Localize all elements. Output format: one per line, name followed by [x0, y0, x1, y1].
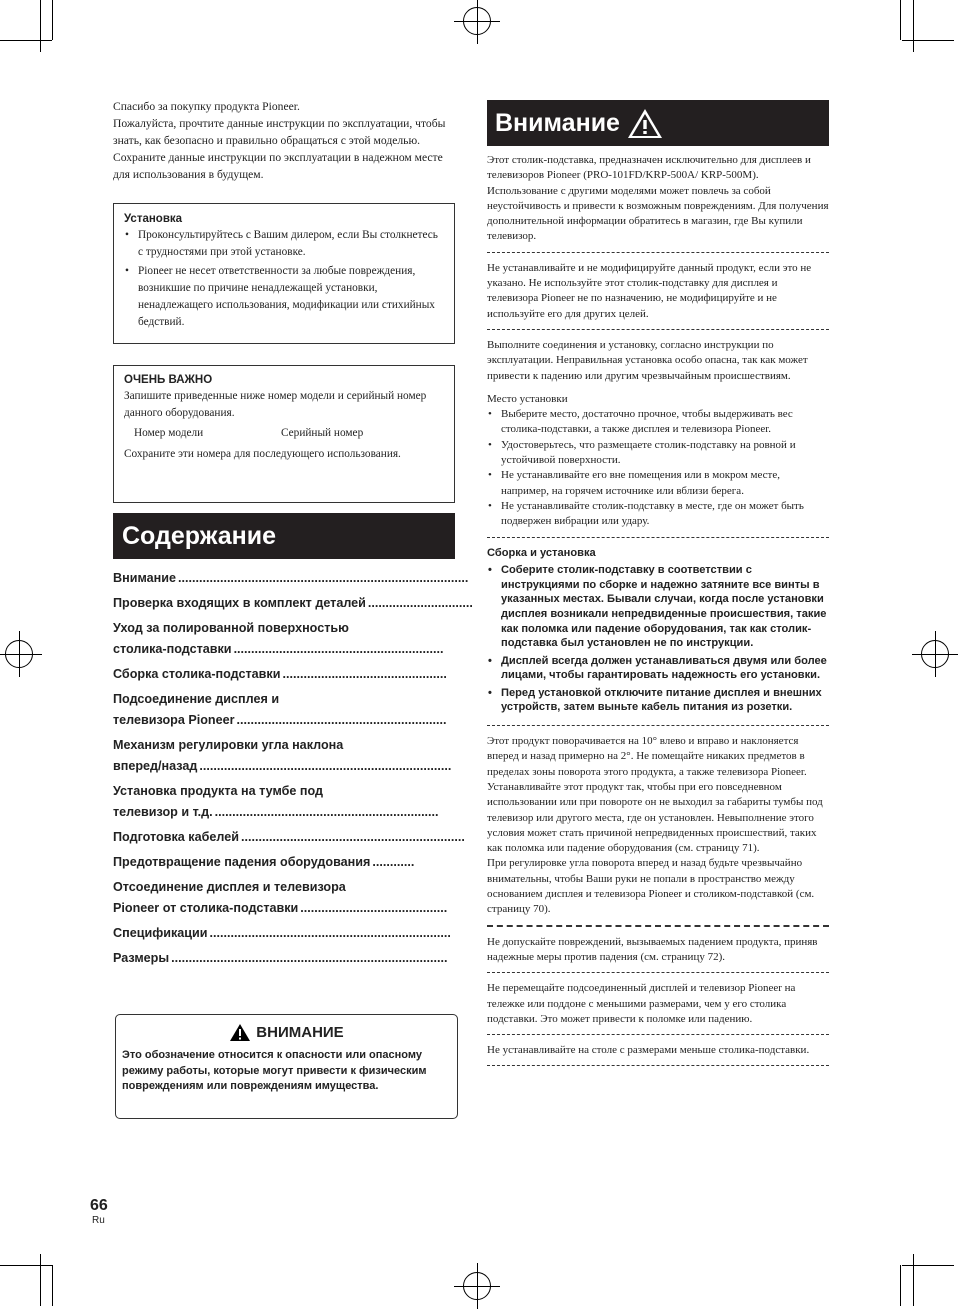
paragraph: Не устанавливайте и не модифицируйте данный продукт, если это не указано. Не используйте этот столик-подставку для дисплея и телевизора Pioneer не по назначению, не модифицируйте и не используйте его для других целей.: [487, 261, 812, 320]
toc-item-label: Предотвращение падения оборудования: [113, 855, 371, 869]
paragraph: Этот столик-подставка, предназначен исключительно для дисплеев и телевизоров Pioneer (PRO-101FD/KRP-500A/ KRP-500M). Использование с другими моделями может повлечь за собой неустойчивость и привести к возможным повреждениям. Для получения дополнительной информации обратитесь в магазин, где Вы купили телевизор.: [487, 154, 829, 243]
list-item: • Удостоверьтесь, что размещаете столик-подставку на ровной и устойчивой поверхности.: [487, 438, 829, 469]
intro-text: [113, 98, 458, 183]
toc-item[interactable]: [113, 852, 434, 873]
toc-leader-dots: ........................................................................: [199, 759, 452, 773]
toc-leader-dots: ..........................................: [300, 901, 448, 915]
toc-leader-dots: .....................................................................: [209, 926, 451, 940]
table-of-contents: [113, 568, 473, 973]
toc-item-label: Спецификации: [113, 926, 208, 940]
toc-leader-dots: ............................................................: [233, 642, 444, 656]
crop-mark: [902, 40, 954, 41]
warning-section: [487, 153, 829, 253]
toc-leader-dots: ...............................................: [282, 667, 447, 681]
registration-mark: [463, 7, 491, 35]
assembly-title: Сборка и установка: [487, 546, 596, 559]
toc-item[interactable]: [113, 710, 447, 731]
installation-title: Установка: [124, 213, 183, 225]
toc-leader-dots: ................................................................: [240, 830, 465, 844]
paragraph: Выполните соединения и установку, согласно инструкции по эксплуатации. Неправильная установка особо опасна, так как может привести к падению или другим чрезвычайным происшествиям.: [487, 338, 808, 382]
serial-label: Серийный номер: [281, 427, 364, 439]
intro-line: Пожалуйста, прочтите данные инструкции по эксплуатации, чтобы знать, как безопасно и правильно обращаться с этой моделью. Сохраните данные инструкции по эксплуатации в надежном месте для использования в будущем.: [113, 117, 446, 181]
crop-mark: [913, 0, 914, 52]
important-title: ОЧЕНЬ ВАЖНО: [124, 374, 213, 386]
crop-mark: [40, 1254, 41, 1306]
paragraph: Этот продукт поворачивается на 10° влево и вправо и наклоняется вперед и назад примерно на 2°. Не помещайте никаких предметов в пределах зоны поворота этого продукта, а также телевизора Pioneer. Устанавливайте этот продукт так, чтобы при его повседневном использовании или при повороте он не выходил за габариты тумбы под телевизор или другого места, где он установлен. Невыполнение этого условия может стать причиной непредвиденных происшествий, таких как поломка или падение оборудования (см. страницу 71).: [487, 735, 823, 855]
warning-content: [487, 153, 829, 1074]
caution-text: Это обозначение относится к опасности или опасному режиму работы, которые могут привести к физическим повреждениям или повреждениям имущества.: [122, 1049, 427, 1092]
toc-item[interactable]: [113, 639, 444, 660]
caution-title: ВНИМАНИЕ: [256, 1024, 344, 1041]
warning-title-bar: [487, 100, 829, 146]
important-note: Сохраните эти номера для последующего использования.: [124, 448, 401, 460]
list-item: • Перед установкой отключите питание дисплея и внешних устройств, затем выньте кабель питания из розетки.: [487, 686, 829, 715]
toc-item-line[interactable]: Отсоединение дисплея и телевизора: [113, 880, 346, 894]
toc-item[interactable]: [113, 593, 473, 614]
crop-mark: [0, 40, 52, 41]
toc-item[interactable]: [113, 827, 465, 848]
toc-item-label: вперед/назад: [113, 759, 198, 773]
toc-item[interactable]: [113, 756, 452, 777]
toc-item-label: Внимание: [113, 571, 176, 585]
crop-mark: [902, 1265, 954, 1266]
crop-mark: [52, 1265, 53, 1306]
toc-item-label: телевизор и т.д.: [113, 805, 213, 819]
important-text: Запишите приведенные ниже номер модели и серийный номер данного оборудования.: [124, 390, 427, 419]
crop-mark: [913, 1254, 914, 1306]
warning-section: [487, 734, 829, 927]
paragraph: При регулировке угла поворота вперед и назад будьте чрезвычайно внимательны, чтобы Ваши руки не попали в пространство между основанием дисплея и телевизора Pioneer и столиком-подставкой (см. страницу 70).: [487, 857, 815, 916]
registration-mark: [5, 640, 33, 668]
toc-item-line[interactable]: Уход за полированной поверхностью: [113, 621, 349, 635]
list-item: • Pioneer не несет ответственности за любые повреждения, возникшие по причине ненадлежащей установки, ненадлежащего использования, модификации или стихийных бедствий.: [124, 263, 444, 331]
toc-item[interactable]: [113, 802, 439, 823]
warning-triangle-icon: [229, 1023, 251, 1042]
toc-item-label: Pioneer от столика-подставки: [113, 901, 299, 915]
crop-mark: [900, 1265, 901, 1306]
toc-leader-dots: ............: [372, 855, 415, 869]
toc-item-label: телевизора Pioneer: [113, 713, 235, 727]
intro-line: Спасибо за покупку продукта Pioneer.: [113, 100, 300, 113]
warning-section: [487, 261, 829, 330]
warning-title: Внимание: [495, 109, 620, 137]
toc-item-label: столика-подставки: [113, 642, 232, 656]
toc-item[interactable]: [113, 948, 448, 969]
caution-box: [115, 1014, 458, 1119]
list-item: • Проконсультируйтесь с Вашим дилером, если Вы столкнетесь с трудностями при этой установке.: [124, 227, 444, 261]
registration-mark: [921, 640, 949, 668]
warning-section: [487, 1043, 829, 1066]
toc-item-line[interactable]: Установка продукта на тумбе под: [113, 784, 324, 798]
toc-item-label: Подготовка кабелей: [113, 830, 239, 844]
crop-mark: [900, 0, 901, 40]
page-language: Ru: [92, 1215, 105, 1226]
toc-leader-dots: ................................................................: [214, 805, 439, 819]
crop-mark: [40, 0, 41, 52]
warning-section: [487, 935, 829, 974]
warning-triangle-icon: [626, 107, 664, 140]
toc-leader-dots: ............................................................: [236, 713, 447, 727]
paragraph: Не перемещайте подсоединенный дисплей и телевизор Pioneer на тележке или поддоне с меньшими размерами, чем у его столика подставки. Это может привести к поломке или падению.: [487, 982, 796, 1025]
paragraph: Не допускайте повреждений, вызываемых падением продукта, приняв надежные меры против падения (см. страницу 72).: [487, 935, 818, 963]
important-box: [113, 365, 455, 503]
toc-item-label: Размеры: [113, 951, 170, 965]
paragraph: Не устанавливайте на столе с размерами меньше столика-подставки.: [487, 1044, 810, 1057]
toc-item-label: Сборка столика-подставки: [113, 667, 281, 681]
caution-heading: [122, 1023, 451, 1042]
toc-leader-dots: ...................................................................................: [177, 571, 469, 585]
toc-item-label: Проверка входящих в комплект деталей: [113, 596, 366, 610]
toc-item-line[interactable]: Механизм регулировки угла наклона: [113, 738, 344, 752]
model-label: Номер модели: [134, 427, 204, 439]
toc-item[interactable]: [113, 664, 447, 685]
toc-leader-dots: ..............................: [367, 596, 473, 610]
list-item: • Соберите столик-подставку в соответствии с инструкциями по сборке и надежно затяните все винты в указанных местах. Бывали случаи, когда после установки дисплея возникали непредвиденные происшествия, такие как поломка или падение оборудования, так как столик-подставка был установлен не по инструкции.: [487, 563, 829, 651]
warning-section: [487, 981, 829, 1035]
toc-title: Содержание: [113, 513, 455, 559]
toc-item[interactable]: [113, 568, 469, 589]
assembly-section: [487, 546, 829, 727]
toc-leader-dots: ...............................................................................: [171, 951, 448, 965]
toc-item[interactable]: [113, 898, 448, 919]
list-item: • Дисплей всегда должен устанавливаться двумя или более лицами, чтобы гарантировать надежность его установки.: [487, 654, 829, 683]
list-item: • Выберите место, достаточно прочное, чтобы выдерживать вес столика-подставки, а также дисплея и телевизора Pioneer.: [487, 407, 829, 438]
toc-item[interactable]: [113, 923, 451, 944]
crop-mark: [0, 1265, 52, 1266]
list-item: • Не устанавливайте его вне помещения или в мокром месте, например, на горячем источнике или вблизи берега.: [487, 468, 829, 499]
place-title: Место установки: [487, 392, 568, 405]
toc-item-line[interactable]: Подсоединение дисплея и: [113, 692, 280, 706]
list-item: • Не устанавливайте столик-подставку в месте, где он может быть подвержен вибрации или удару.: [487, 499, 829, 530]
page-number: 66: [90, 1197, 108, 1214]
crop-mark: [52, 0, 53, 40]
installation-box: [113, 203, 455, 344]
warning-section: [487, 338, 829, 538]
registration-mark: [463, 1272, 491, 1300]
